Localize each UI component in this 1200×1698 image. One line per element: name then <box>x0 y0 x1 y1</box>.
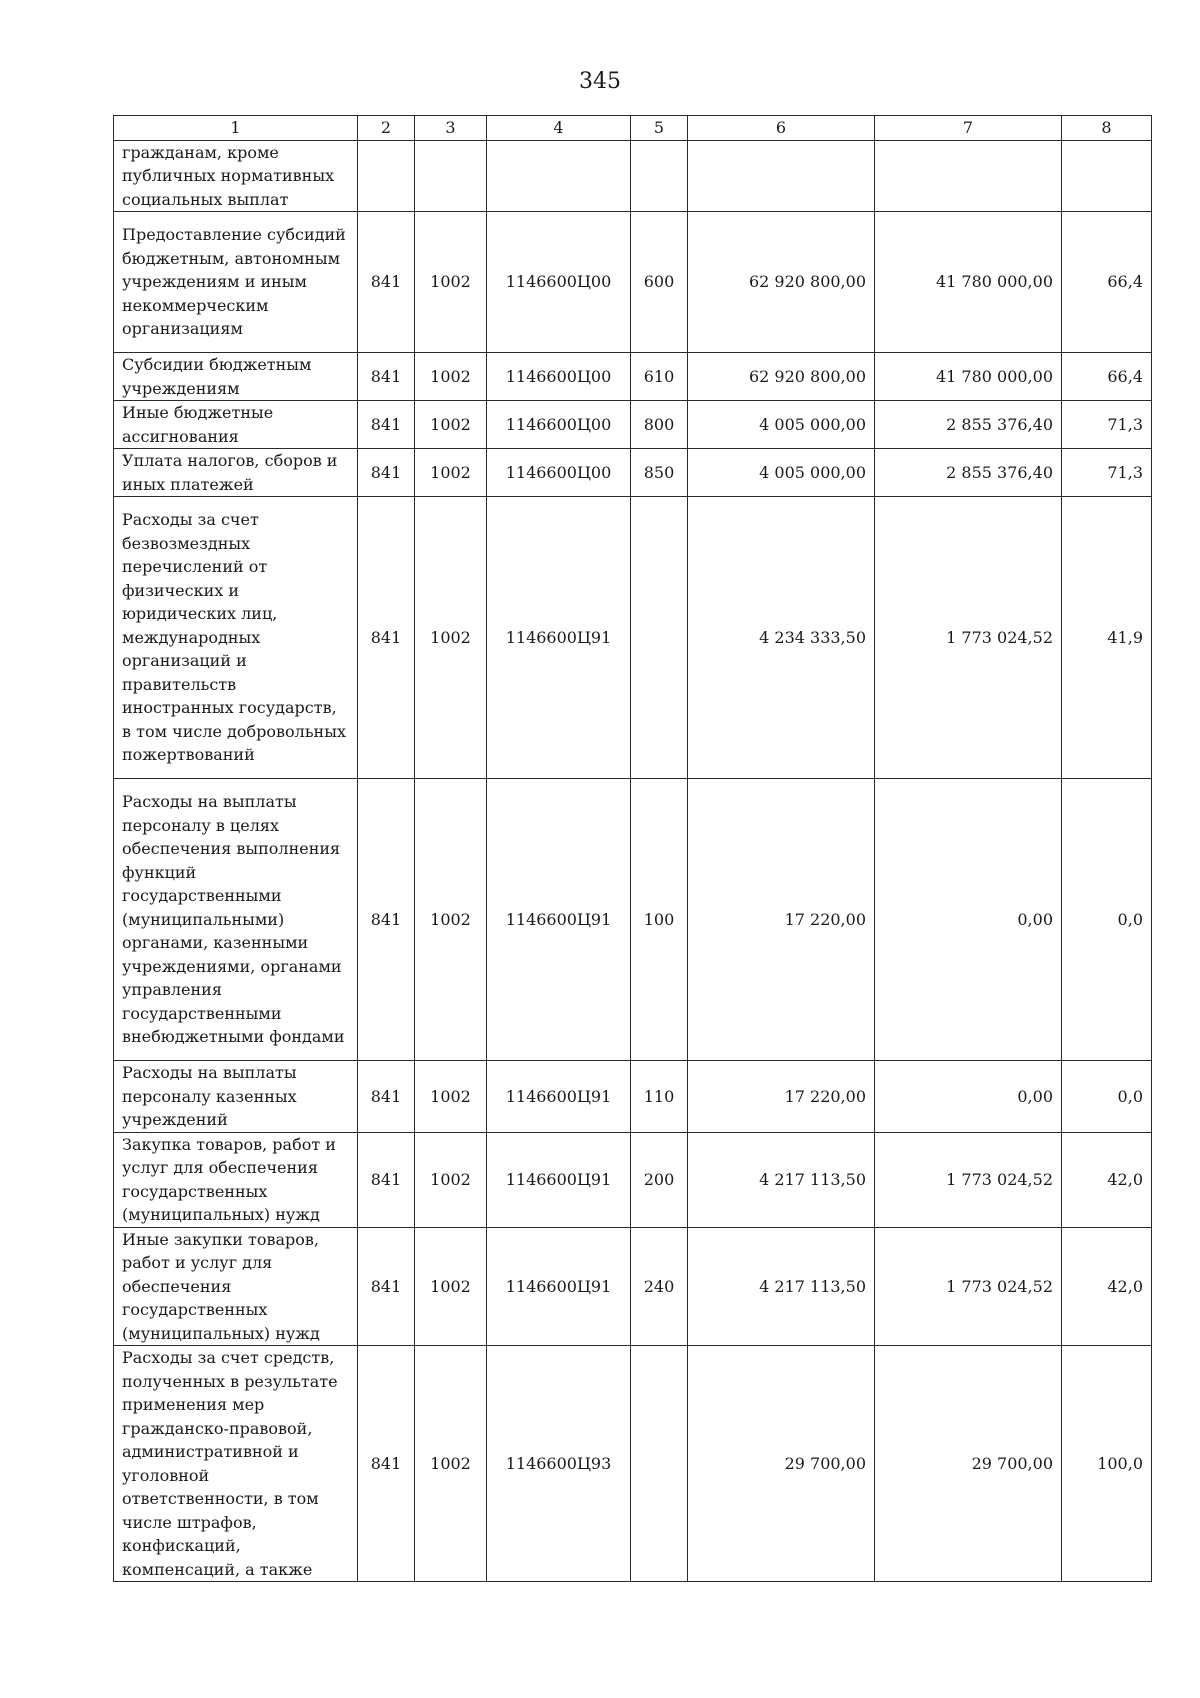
expense-type <box>631 497 688 779</box>
planned-amount: 62 920 800,00 <box>688 212 875 353</box>
execution-percent: 0,0 <box>1062 779 1152 1061</box>
expense-type: 850 <box>631 449 688 497</box>
target-article: 1146600Ц93 <box>487 1346 631 1582</box>
column-header: 2 <box>358 116 415 141</box>
planned-amount: 17 220,00 <box>688 779 875 1061</box>
table-row <box>114 401 1152 449</box>
section-code: 1002 <box>415 1346 487 1582</box>
admin-code: 841 <box>358 401 415 449</box>
column-header: 8 <box>1062 116 1152 141</box>
executed-amount: 41 780 000,00 <box>875 212 1062 353</box>
target-article: 1146600Ц00 <box>487 353 631 401</box>
target-article: 1146600Ц91 <box>487 1061 631 1133</box>
table-row <box>114 353 1152 401</box>
section-code: 1002 <box>415 212 487 353</box>
row-name: Расходы за счет безвозмездных перечислений от физических и юридических лиц, международных организаций и правительств иностранных государств, в том числе добровольных пожертвований <box>114 497 358 779</box>
planned-amount: 29 700,00 <box>688 1346 875 1582</box>
execution-percent: 71,3 <box>1062 449 1152 497</box>
admin-code: 841 <box>358 497 415 779</box>
admin-code: 841 <box>358 212 415 353</box>
column-header: 3 <box>415 116 487 141</box>
planned-amount: 4 217 113,50 <box>688 1227 875 1346</box>
admin-code: 841 <box>358 779 415 1061</box>
target-article: 1146600Ц91 <box>487 497 631 779</box>
row-name: Расходы на выплаты персоналу казенных учреждений <box>114 1061 358 1133</box>
execution-percent: 66,4 <box>1062 212 1152 353</box>
target-article: 1146600Ц00 <box>487 401 631 449</box>
row-name: Предоставление субсидий бюджетным, автономным учреждениям и иным некоммерческим организациям <box>114 212 358 353</box>
section-code: 1002 <box>415 353 487 401</box>
expense-type: 200 <box>631 1132 688 1227</box>
executed-amount: 0,00 <box>875 779 1062 1061</box>
section-code: 1002 <box>415 779 487 1061</box>
admin-code: 841 <box>358 1132 415 1227</box>
section-code <box>415 140 487 212</box>
admin-code: 841 <box>358 1227 415 1346</box>
admin-code: 841 <box>358 353 415 401</box>
executed-amount <box>875 140 1062 212</box>
executed-amount: 29 700,00 <box>875 1346 1062 1582</box>
row-name: Расходы на выплаты персоналу в целях обеспечения выполнения функций государственными (муниципальными) органами, казенными учреждениями, органами управления государственными внебюджетными фондами <box>114 779 358 1061</box>
section-code: 1002 <box>415 1227 487 1346</box>
table-row <box>114 212 1152 353</box>
execution-percent: 100,0 <box>1062 1346 1152 1582</box>
row-name: Субсидии бюджетным учреждениям <box>114 353 358 401</box>
column-header: 7 <box>875 116 1062 141</box>
execution-percent: 42,0 <box>1062 1132 1152 1227</box>
planned-amount <box>688 140 875 212</box>
row-name: Иные закупки товаров, работ и услуг для обеспечения государственных (муниципальных) нужд <box>114 1227 358 1346</box>
planned-amount: 4 234 333,50 <box>688 497 875 779</box>
table-row <box>114 140 1152 212</box>
execution-percent: 71,3 <box>1062 401 1152 449</box>
planned-amount: 62 920 800,00 <box>688 353 875 401</box>
table-row <box>114 497 1152 779</box>
planned-amount: 17 220,00 <box>688 1061 875 1133</box>
execution-percent: 42,0 <box>1062 1227 1152 1346</box>
executed-amount: 2 855 376,40 <box>875 401 1062 449</box>
page-number: 345 <box>579 69 621 94</box>
admin-code <box>358 140 415 212</box>
row-name: гражданам, кроме публичных нормативных социальных выплат <box>114 140 358 212</box>
row-name: Закупка товаров, работ и услуг для обеспечения государственных (муниципальных) нужд <box>114 1132 358 1227</box>
planned-amount: 4 005 000,00 <box>688 401 875 449</box>
execution-percent: 0,0 <box>1062 1061 1152 1133</box>
expense-type <box>631 140 688 212</box>
table-row <box>114 1132 1152 1227</box>
admin-code: 841 <box>358 449 415 497</box>
expense-type: 600 <box>631 212 688 353</box>
target-article: 1146600Ц00 <box>487 449 631 497</box>
column-header: 6 <box>688 116 875 141</box>
row-name: Расходы за счет средств, полученных в результате применения мер гражданско-правовой, административной и уголовной ответственности, в том числе штрафов, конфискаций, компенсаций, а также <box>114 1346 358 1582</box>
execution-percent: 41,9 <box>1062 497 1152 779</box>
expense-type <box>631 1346 688 1582</box>
expense-type: 240 <box>631 1227 688 1346</box>
target-article: 1146600Ц91 <box>487 1227 631 1346</box>
target-article: 1146600Ц91 <box>487 1132 631 1227</box>
section-code: 1002 <box>415 497 487 779</box>
executed-amount: 1 773 024,52 <box>875 1132 1062 1227</box>
column-header: 4 <box>487 116 631 141</box>
target-article: 1146600Ц91 <box>487 779 631 1061</box>
admin-code: 841 <box>358 1061 415 1133</box>
column-header: 5 <box>631 116 688 141</box>
row-name: Уплата налогов, сборов и иных платежей <box>114 449 358 497</box>
table-row <box>114 1061 1152 1133</box>
executed-amount: 0,00 <box>875 1061 1062 1133</box>
table-row <box>114 1227 1152 1346</box>
target-article <box>487 140 631 212</box>
executed-amount: 41 780 000,00 <box>875 353 1062 401</box>
planned-amount: 4 005 000,00 <box>688 449 875 497</box>
section-code: 1002 <box>415 1061 487 1133</box>
expense-type: 100 <box>631 779 688 1061</box>
table-header-row <box>114 116 1152 141</box>
execution-percent <box>1062 140 1152 212</box>
budget-table <box>113 115 1152 1582</box>
execution-percent: 66,4 <box>1062 353 1152 401</box>
table-row <box>114 779 1152 1061</box>
executed-amount: 2 855 376,40 <box>875 449 1062 497</box>
table-row <box>114 1346 1152 1582</box>
executed-amount: 1 773 024,52 <box>875 1227 1062 1346</box>
planned-amount: 4 217 113,50 <box>688 1132 875 1227</box>
target-article: 1146600Ц00 <box>487 212 631 353</box>
column-header: 1 <box>114 116 358 141</box>
executed-amount: 1 773 024,52 <box>875 497 1062 779</box>
table-row <box>114 449 1152 497</box>
row-name: Иные бюджетные ассигнования <box>114 401 358 449</box>
admin-code: 841 <box>358 1346 415 1582</box>
section-code: 1002 <box>415 449 487 497</box>
expense-type: 800 <box>631 401 688 449</box>
expense-type: 610 <box>631 353 688 401</box>
expense-type: 110 <box>631 1061 688 1133</box>
section-code: 1002 <box>415 401 487 449</box>
section-code: 1002 <box>415 1132 487 1227</box>
